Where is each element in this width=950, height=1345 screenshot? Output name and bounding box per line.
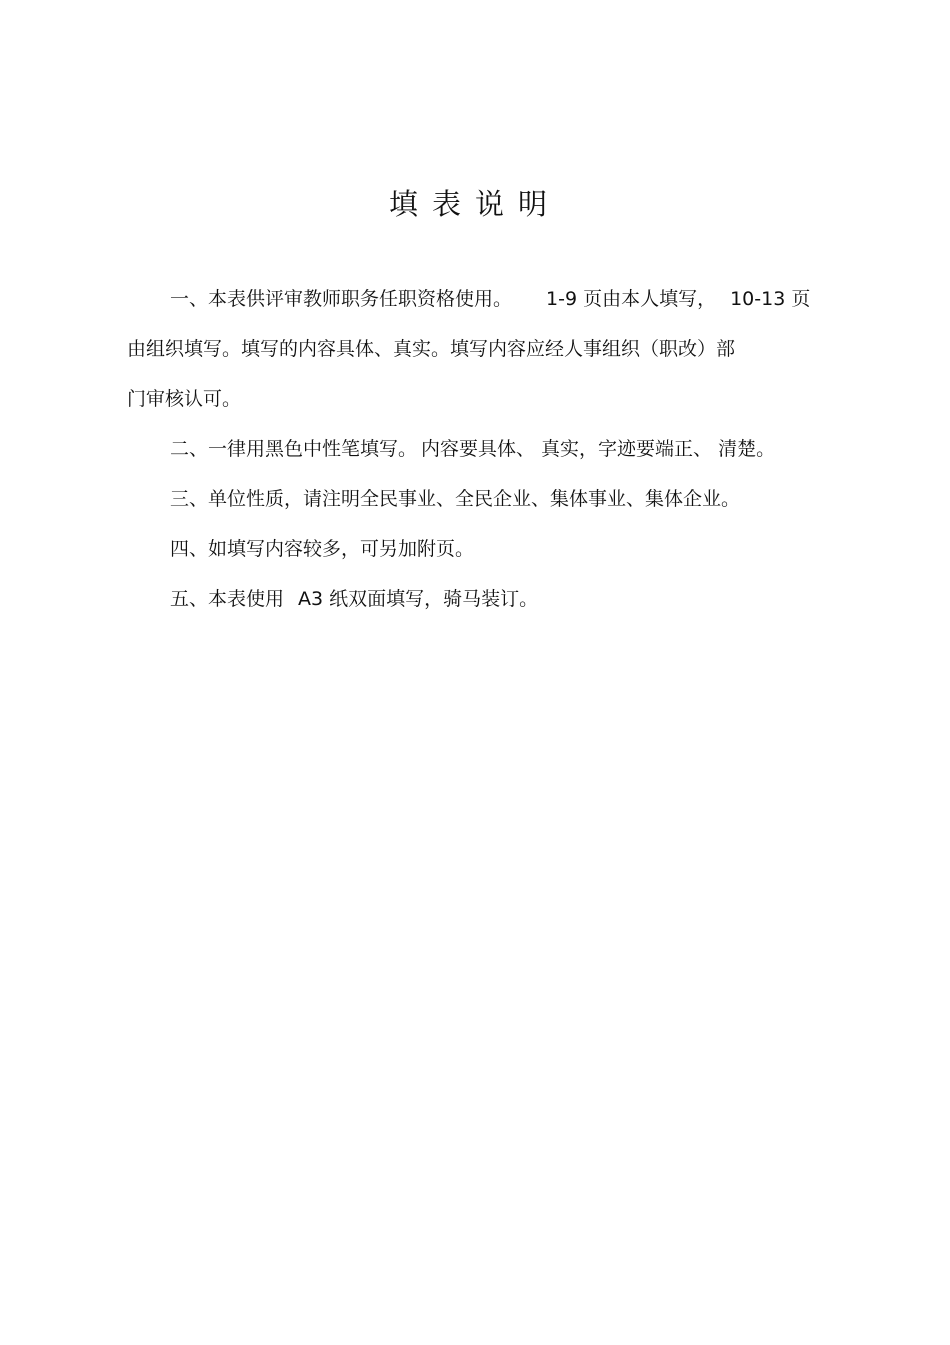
paragraph-5	[170, 586, 538, 612]
paragraph-1-line-3: 门审核认可。	[127, 388, 242, 410]
paragraph-3: 三、单位性质，请注明全民事业、全民企业、集体事业、集体企业。	[170, 488, 741, 510]
paragraph-1-line-1	[170, 286, 810, 312]
paragraph-1-text-b: 1-9 页由本人填写，	[546, 288, 717, 310]
document-title: 填表说明	[388, 187, 561, 221]
paragraph-5-text-b: A3 纸双面填写，骑马装订。	[298, 588, 539, 610]
paragraph-1-line-2: 由组织填写。填写的内容具体、真实。填写内容应经人事组织（职改）部	[127, 338, 736, 360]
paragraph-2	[170, 436, 775, 462]
paragraph-1-text-c: 10-13 页	[730, 288, 811, 310]
paragraph-2-text-b: 内容要具体、 真实，字迹要端正、 清楚。	[421, 438, 776, 460]
paragraph-1-text-a: 一、本表供评审教师职务任职资格使用。	[170, 288, 513, 310]
paragraph-2-text-a: 二、一律用黑色中性笔填写。	[170, 438, 418, 460]
paragraph-5-text-a: 五、本表使用	[170, 588, 285, 610]
paragraph-4: 四、如填写内容较多，可另加附页。	[170, 538, 475, 560]
